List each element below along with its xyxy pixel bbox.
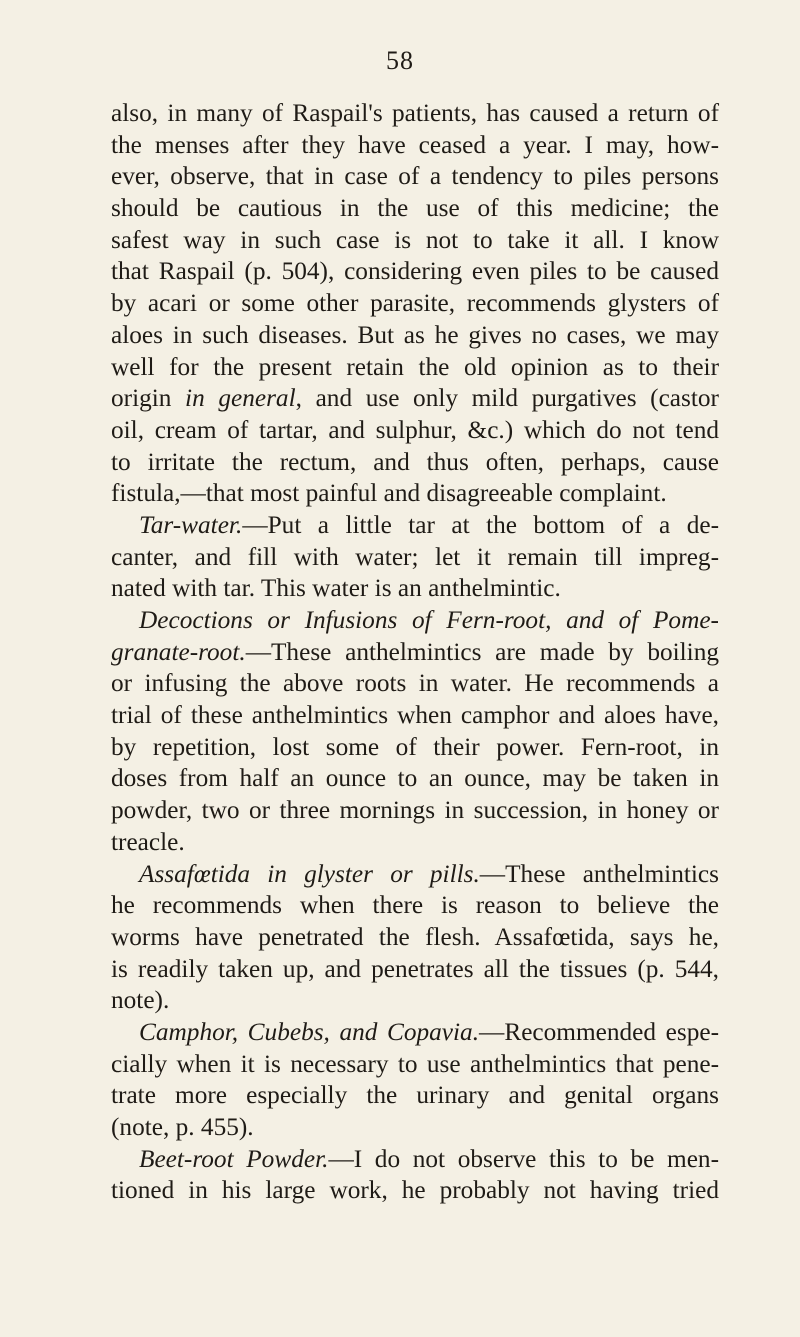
text-line — [111, 447, 719, 479]
text-run: by repetition, lost some of their power. Fern-root, in — [111, 732, 719, 761]
text-run: nated with tar. This water is an anthelmintic. — [111, 574, 561, 603]
body-text — [111, 98, 719, 1207]
italic-text: Beet-root Powder. — [139, 1144, 329, 1173]
italic-text: Decoctions or Infusions of Fern-root, and of Pome- — [139, 606, 719, 634]
text-line — [111, 637, 719, 669]
text-run: oil, cream of tartar, and sulphur, &c.) which do not tend — [111, 415, 719, 444]
text-line — [111, 542, 719, 574]
text-run: that Raspail (p. 504), considering even piles to be caused — [111, 257, 719, 286]
text-run: —I do not observe this to be men- — [328, 1144, 719, 1173]
text-run: worms have penetrated the flesh. Assafœtida, says he, — [111, 922, 719, 951]
italic-text: Camphor, Cubebs, and Copavia. — [139, 1017, 480, 1046]
text-run: or infusing the above roots in water. He recommends a — [111, 669, 719, 698]
text-run: —These anthelmintics are made by boiling — [245, 637, 719, 666]
text-line — [111, 193, 719, 225]
text-run: to irritate the rectum, and thus often, perhaps, cause — [111, 447, 719, 476]
text-run: trate more especially the urinary and genital organs — [111, 1081, 719, 1110]
text-line — [111, 225, 719, 257]
italic-text: in general — [185, 384, 296, 413]
italic-text: Assafœtida in glyster or pills. — [139, 859, 480, 888]
text-run: fistula,—that most painful and disagreeable complaint. — [111, 479, 667, 508]
text-run: —These anthelmintics — [479, 859, 719, 888]
text-line — [111, 288, 719, 320]
text-run: the menses after they have ceased a year. I may, how- — [111, 130, 719, 159]
text-line — [111, 668, 719, 700]
text-run: , and use only mild purgatives (castor — [295, 384, 719, 413]
text-line — [111, 605, 719, 637]
text-line — [111, 763, 719, 795]
text-line — [111, 700, 719, 732]
text-run: —Put a little tar at the bottom of a de- — [242, 510, 719, 539]
text-line — [111, 573, 719, 605]
text-line — [111, 98, 719, 130]
text-run: safest way in such case is not to take it all. I know — [111, 225, 719, 254]
text-line — [111, 383, 719, 415]
italic-text: Tar-water. — [139, 510, 243, 539]
text-line — [111, 859, 719, 891]
italic-text: granate-root. — [111, 637, 246, 666]
text-run: also, in many of Raspail's patients, has caused a return of — [111, 99, 719, 127]
text-line — [111, 130, 719, 162]
text-run: doses from half an ounce to an ounce, may be taken in — [111, 764, 719, 793]
text-line — [111, 352, 719, 384]
text-line — [111, 954, 719, 986]
text-line — [111, 256, 719, 288]
text-line — [111, 415, 719, 447]
text-run: canter, and fill with water; let it remain till impreg- — [111, 542, 719, 571]
text-run: well for the present retain the old opinion as to their — [111, 352, 719, 381]
text-line — [111, 890, 719, 922]
text-run: treacle. — [111, 827, 185, 856]
text-line — [111, 1049, 719, 1081]
text-run: trial of these anthelmintics when camphor and aloes have, — [111, 701, 719, 730]
text-run: ever, observe, that in case of a tendency to piles persons — [111, 162, 719, 191]
text-run: —Recommended espe- — [479, 1017, 720, 1046]
text-line — [111, 1175, 719, 1207]
text-run: aloes in such diseases. But as he gives no cases, we may — [111, 320, 719, 349]
text-line — [111, 1144, 719, 1176]
text-run: by acari or some other parasite, recommends glysters of — [111, 289, 719, 318]
text-line — [111, 1080, 719, 1112]
text-line — [111, 161, 719, 193]
text-run: origin — [111, 384, 186, 413]
text-line — [111, 732, 719, 764]
text-run: note). — [111, 986, 170, 1015]
text-line — [111, 827, 719, 859]
page-number: 58 — [386, 46, 414, 75]
text-run: he recommends when there is reason to believe the — [111, 891, 719, 920]
text-line — [111, 1112, 719, 1144]
text-run: (note, p. 455). — [111, 1113, 254, 1141]
text-line — [111, 320, 719, 352]
text-line — [111, 922, 719, 954]
text-line — [111, 795, 719, 827]
text-line — [111, 985, 719, 1017]
text-run: should be cautious in the use of this medicine; the — [111, 194, 719, 223]
text-run: is readily taken up, and penetrates all the tissues (p. 544, — [111, 954, 719, 983]
text-line — [111, 478, 719, 510]
text-line — [111, 510, 719, 542]
text-run: powder, two or three mornings in succession, in honey or — [111, 796, 719, 825]
text-run: cially when it is necessary to use anthelmintics that pene- — [111, 1049, 719, 1078]
text-line — [111, 1017, 719, 1049]
text-run: tioned in his large work, he probably not having tried — [111, 1176, 719, 1205]
